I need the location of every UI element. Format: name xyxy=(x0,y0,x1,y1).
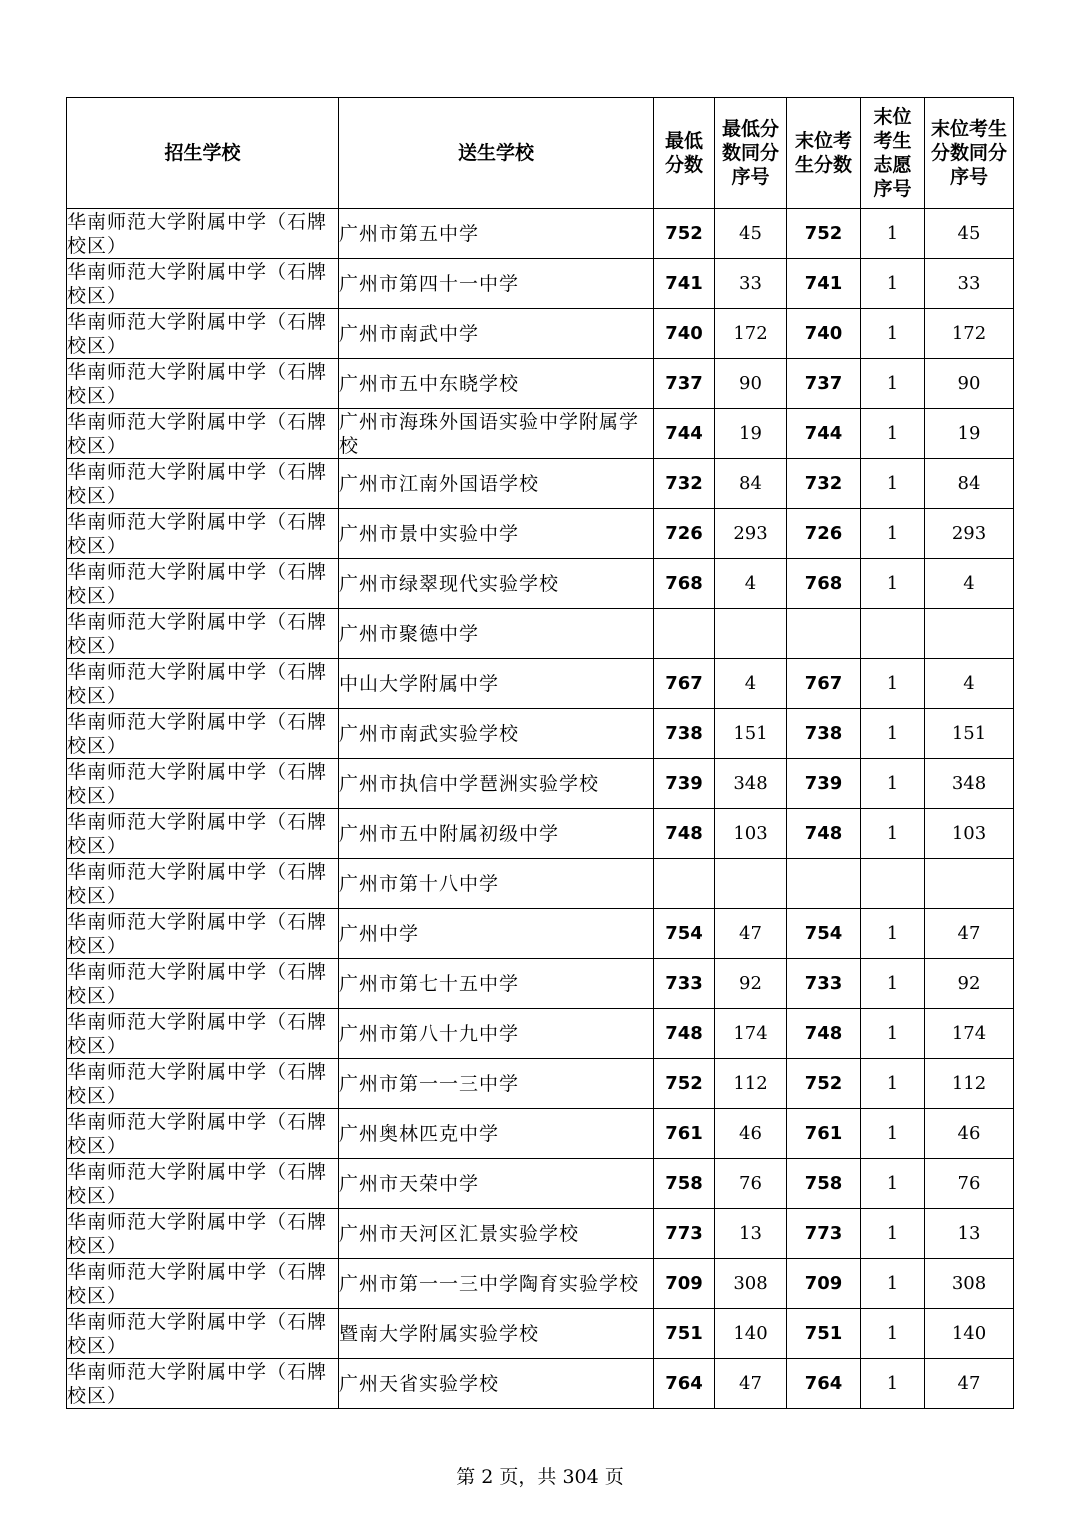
send-school-cell: 广州市海珠外国语实验中学附属学校 xyxy=(339,409,654,459)
min-score-cell: 767 xyxy=(654,659,715,709)
header-last-rank xyxy=(925,98,1014,209)
last-rank-cell: 293 xyxy=(925,509,1014,559)
table-row xyxy=(67,259,1014,309)
last-wish-cell: 1 xyxy=(861,1109,925,1159)
last-rank-cell xyxy=(925,609,1014,659)
last-rank-cell: 308 xyxy=(925,1259,1014,1309)
last-score-cell: 709 xyxy=(787,1259,861,1309)
min-rank-cell: 92 xyxy=(715,959,787,1009)
last-rank-cell: 348 xyxy=(925,759,1014,809)
recv-school-cell: 华南师范大学附属中学（石牌校区） xyxy=(67,709,339,759)
header-last-score-line: 末位考 xyxy=(794,130,852,152)
min-rank-cell: 47 xyxy=(715,909,787,959)
recv-school-cell: 华南师范大学附属中学（石牌校区） xyxy=(67,1209,339,1259)
min-score-cell: 739 xyxy=(654,759,715,809)
last-score-cell: 738 xyxy=(787,709,861,759)
min-rank-cell: 308 xyxy=(715,1259,787,1309)
send-school-cell: 广州奥林匹克中学 xyxy=(339,1109,654,1159)
send-school-cell: 广州市绿翠现代实验学校 xyxy=(339,559,654,609)
last-score-cell: 748 xyxy=(787,1009,861,1059)
min-score-cell: 733 xyxy=(654,959,715,1009)
recv-school-cell: 华南师范大学附属中学（石牌校区） xyxy=(67,759,339,809)
last-rank-cell: 90 xyxy=(925,359,1014,409)
last-wish-cell: 1 xyxy=(861,1259,925,1309)
table-row xyxy=(67,1259,1014,1309)
last-score-cell xyxy=(787,609,861,659)
header-row xyxy=(67,98,1014,209)
send-school-cell: 广州市五中东晓学校 xyxy=(339,359,654,409)
last-wish-cell: 1 xyxy=(861,309,925,359)
min-rank-cell: 4 xyxy=(715,559,787,609)
last-score-cell: 748 xyxy=(787,809,861,859)
table-row xyxy=(67,959,1014,1009)
table-row xyxy=(67,309,1014,359)
recv-school-cell: 华南师范大学附属中学（石牌校区） xyxy=(67,1309,339,1359)
min-score-cell: 773 xyxy=(654,1209,715,1259)
table-row xyxy=(67,1109,1014,1159)
min-rank-cell: 47 xyxy=(715,1359,787,1409)
last-wish-cell: 1 xyxy=(861,1209,925,1259)
last-rank-cell: 112 xyxy=(925,1059,1014,1109)
last-wish-cell: 1 xyxy=(861,1359,925,1409)
recv-school-cell: 华南师范大学附属中学（石牌校区） xyxy=(67,1159,339,1209)
last-wish-cell: 1 xyxy=(861,659,925,709)
recv-school-cell: 华南师范大学附属中学（石牌校区） xyxy=(67,1359,339,1409)
last-rank-cell xyxy=(925,859,1014,909)
last-rank-cell: 103 xyxy=(925,809,1014,859)
min-score-cell: 709 xyxy=(654,1259,715,1309)
admission-table xyxy=(66,97,1014,1409)
send-school-cell: 广州市第八十九中学 xyxy=(339,1009,654,1059)
last-wish-cell: 1 xyxy=(861,709,925,759)
send-school-cell: 广州市第十八中学 xyxy=(339,859,654,909)
table-row xyxy=(67,859,1014,909)
last-wish-cell: 1 xyxy=(861,909,925,959)
header-recv-text: 招生学校 xyxy=(164,142,241,164)
table-row xyxy=(67,1009,1014,1059)
send-school-cell: 暨南大学附属实验学校 xyxy=(339,1309,654,1359)
header-min-rank-line: 数同分 xyxy=(721,142,779,164)
send-school-cell: 广州中学 xyxy=(339,909,654,959)
table-row xyxy=(67,709,1014,759)
min-rank-cell: 140 xyxy=(715,1309,787,1359)
recv-school-cell: 华南师范大学附属中学（石牌校区） xyxy=(67,809,339,859)
table-row xyxy=(67,809,1014,859)
recv-school-cell: 华南师范大学附属中学（石牌校区） xyxy=(67,859,339,909)
last-wish-cell: 1 xyxy=(861,1059,925,1109)
send-school-cell: 广州市执信中学琶洲实验学校 xyxy=(339,759,654,809)
last-score-cell: 744 xyxy=(787,409,861,459)
last-rank-cell: 172 xyxy=(925,309,1014,359)
last-score-cell: 732 xyxy=(787,459,861,509)
recv-school-cell: 华南师范大学附属中学（石牌校区） xyxy=(67,209,339,259)
min-score-cell: 726 xyxy=(654,509,715,559)
last-score-cell: 740 xyxy=(787,309,861,359)
send-school-cell: 广州市第四十一中学 xyxy=(339,259,654,309)
table-row xyxy=(67,759,1014,809)
last-score-cell: 733 xyxy=(787,959,861,1009)
table-body xyxy=(67,209,1014,1409)
table-row xyxy=(67,1309,1014,1359)
min-score-cell: 748 xyxy=(654,809,715,859)
recv-school-cell: 华南师范大学附属中学（石牌校区） xyxy=(67,1259,339,1309)
last-rank-cell: 13 xyxy=(925,1209,1014,1259)
min-rank-cell: 151 xyxy=(715,709,787,759)
page-number: 第 2 页，共 304 页 xyxy=(456,1466,624,1488)
recv-school-cell: 华南师范大学附属中学（石牌校区） xyxy=(67,309,339,359)
table-row xyxy=(67,209,1014,259)
last-wish-cell: 1 xyxy=(861,959,925,1009)
min-rank-cell: 45 xyxy=(715,209,787,259)
recv-school-cell: 华南师范大学附属中学（石牌校区） xyxy=(67,409,339,459)
header-min-rank xyxy=(715,98,787,209)
recv-school-cell: 华南师范大学附属中学（石牌校区） xyxy=(67,459,339,509)
min-score-cell: 752 xyxy=(654,1059,715,1109)
min-rank-cell: 103 xyxy=(715,809,787,859)
send-school-cell: 广州市天荣中学 xyxy=(339,1159,654,1209)
table-row xyxy=(67,459,1014,509)
last-wish-cell: 1 xyxy=(861,1159,925,1209)
send-school-cell: 中山大学附属中学 xyxy=(339,659,654,709)
send-school-cell: 广州市第七十五中学 xyxy=(339,959,654,1009)
recv-school-cell: 华南师范大学附属中学（石牌校区） xyxy=(67,909,339,959)
last-wish-cell: 1 xyxy=(861,1009,925,1059)
header-last-rank-line: 序号 xyxy=(949,166,988,188)
table-row xyxy=(67,1209,1014,1259)
header-last-wish xyxy=(861,98,925,209)
recv-school-cell: 华南师范大学附属中学（石牌校区） xyxy=(67,1059,339,1109)
last-rank-cell: 46 xyxy=(925,1109,1014,1159)
last-score-cell: 726 xyxy=(787,509,861,559)
last-rank-cell: 140 xyxy=(925,1309,1014,1359)
header-last-rank-line: 末位考生 xyxy=(930,118,1007,140)
min-rank-cell: 172 xyxy=(715,309,787,359)
min-rank-cell: 19 xyxy=(715,409,787,459)
recv-school-cell: 华南师范大学附属中学（石牌校区） xyxy=(67,1009,339,1059)
last-wish-cell: 1 xyxy=(861,509,925,559)
last-score-cell: 754 xyxy=(787,909,861,959)
last-rank-cell: 19 xyxy=(925,409,1014,459)
last-wish-cell: 1 xyxy=(861,259,925,309)
send-school-cell: 广州市南武实验学校 xyxy=(339,709,654,759)
recv-school-cell: 华南师范大学附属中学（石牌校区） xyxy=(67,259,339,309)
last-rank-cell: 174 xyxy=(925,1009,1014,1059)
header-last-wish-line: 末位 xyxy=(873,106,912,128)
min-score-cell xyxy=(654,859,715,909)
last-rank-cell: 4 xyxy=(925,559,1014,609)
send-school-cell: 广州市聚德中学 xyxy=(339,609,654,659)
last-score-cell: 761 xyxy=(787,1109,861,1159)
last-rank-cell: 151 xyxy=(925,709,1014,759)
min-score-cell: 761 xyxy=(654,1109,715,1159)
last-score-cell: 768 xyxy=(787,559,861,609)
recv-school-cell: 华南师范大学附属中学（石牌校区） xyxy=(67,659,339,709)
min-score-cell xyxy=(654,609,715,659)
header-last-score-line: 生分数 xyxy=(794,154,852,176)
last-score-cell: 773 xyxy=(787,1209,861,1259)
header-min-rank-line: 序号 xyxy=(731,166,770,188)
last-wish-cell: 1 xyxy=(861,409,925,459)
send-school-cell: 广州天省实验学校 xyxy=(339,1359,654,1409)
min-score-cell: 764 xyxy=(654,1359,715,1409)
last-wish-cell xyxy=(861,609,925,659)
last-score-cell: 739 xyxy=(787,759,861,809)
min-rank-cell: 76 xyxy=(715,1159,787,1209)
recv-school-cell: 华南师范大学附属中学（石牌校区） xyxy=(67,559,339,609)
min-rank-cell: 348 xyxy=(715,759,787,809)
min-score-cell: 738 xyxy=(654,709,715,759)
recv-school-cell: 华南师范大学附属中学（石牌校区） xyxy=(67,959,339,1009)
last-wish-cell: 1 xyxy=(861,359,925,409)
table-row xyxy=(67,659,1014,709)
min-score-cell: 741 xyxy=(654,259,715,309)
last-score-cell: 751 xyxy=(787,1309,861,1359)
recv-school-cell: 华南师范大学附属中学（石牌校区） xyxy=(67,359,339,409)
send-school-cell: 广州市第一一三中学陶育实验学校 xyxy=(339,1259,654,1309)
min-rank-cell: 46 xyxy=(715,1109,787,1159)
min-score-cell: 752 xyxy=(654,209,715,259)
last-wish-cell: 1 xyxy=(861,559,925,609)
send-school-cell: 广州市五中附属初级中学 xyxy=(339,809,654,859)
last-score-cell: 767 xyxy=(787,659,861,709)
send-school-cell: 广州市天河区汇景实验学校 xyxy=(339,1209,654,1259)
table-row xyxy=(67,359,1014,409)
min-score-cell: 751 xyxy=(654,1309,715,1359)
last-score-cell: 752 xyxy=(787,209,861,259)
last-rank-cell: 45 xyxy=(925,209,1014,259)
header-last-score xyxy=(787,98,861,209)
send-school-cell: 广州市南武中学 xyxy=(339,309,654,359)
last-rank-cell: 4 xyxy=(925,659,1014,709)
table-row xyxy=(67,509,1014,559)
last-rank-cell: 33 xyxy=(925,259,1014,309)
last-score-cell: 741 xyxy=(787,259,861,309)
send-school-cell: 广州市江南外国语学校 xyxy=(339,459,654,509)
last-rank-cell: 47 xyxy=(925,909,1014,959)
last-wish-cell xyxy=(861,859,925,909)
header-min-rank-line: 最低分 xyxy=(721,118,779,140)
send-school-cell: 广州市景中实验中学 xyxy=(339,509,654,559)
min-score-cell: 758 xyxy=(654,1159,715,1209)
last-score-cell: 737 xyxy=(787,359,861,409)
last-wish-cell: 1 xyxy=(861,809,925,859)
min-rank-cell: 112 xyxy=(715,1059,787,1109)
header-last-wish-line: 考生 xyxy=(873,130,912,152)
last-score-cell: 758 xyxy=(787,1159,861,1209)
last-score-cell: 764 xyxy=(787,1359,861,1409)
header-send xyxy=(339,98,654,209)
min-score-cell: 748 xyxy=(654,1009,715,1059)
last-wish-cell: 1 xyxy=(861,459,925,509)
last-wish-cell: 1 xyxy=(861,1309,925,1359)
recv-school-cell: 华南师范大学附属中学（石牌校区） xyxy=(67,1109,339,1159)
last-rank-cell: 92 xyxy=(925,959,1014,1009)
table-row xyxy=(67,1059,1014,1109)
table-row xyxy=(67,609,1014,659)
header-last-rank-line: 分数同分 xyxy=(930,142,1007,164)
min-score-cell: 744 xyxy=(654,409,715,459)
min-rank-cell xyxy=(715,609,787,659)
min-score-cell: 732 xyxy=(654,459,715,509)
last-rank-cell: 76 xyxy=(925,1159,1014,1209)
header-min-score xyxy=(654,98,715,209)
min-score-cell: 737 xyxy=(654,359,715,409)
header-min-score-line: 最低 xyxy=(664,130,703,152)
min-rank-cell: 174 xyxy=(715,1009,787,1059)
min-rank-cell: 90 xyxy=(715,359,787,409)
table-row xyxy=(67,409,1014,459)
min-score-cell: 768 xyxy=(654,559,715,609)
header-send-text: 送生学校 xyxy=(457,142,534,164)
min-rank-cell xyxy=(715,859,787,909)
last-score-cell: 752 xyxy=(787,1059,861,1109)
table-row xyxy=(67,909,1014,959)
last-rank-cell: 84 xyxy=(925,459,1014,509)
header-last-wish-line: 志愿 xyxy=(873,154,912,176)
min-rank-cell: 13 xyxy=(715,1209,787,1259)
send-school-cell: 广州市第一一三中学 xyxy=(339,1059,654,1109)
min-rank-cell: 84 xyxy=(715,459,787,509)
min-score-cell: 754 xyxy=(654,909,715,959)
min-rank-cell: 293 xyxy=(715,509,787,559)
last-rank-cell: 47 xyxy=(925,1359,1014,1409)
send-school-cell: 广州市第五中学 xyxy=(339,209,654,259)
min-rank-cell: 4 xyxy=(715,659,787,709)
last-score-cell xyxy=(787,859,861,909)
last-wish-cell: 1 xyxy=(861,759,925,809)
min-score-cell: 740 xyxy=(654,309,715,359)
header-last-wish-line: 序号 xyxy=(873,178,912,200)
table-row xyxy=(67,1159,1014,1209)
header-min-score-line: 分数 xyxy=(664,154,703,176)
table-row xyxy=(67,1359,1014,1409)
last-wish-cell: 1 xyxy=(861,209,925,259)
recv-school-cell: 华南师范大学附属中学（石牌校区） xyxy=(67,509,339,559)
table-row xyxy=(67,559,1014,609)
min-rank-cell: 33 xyxy=(715,259,787,309)
header-recv xyxy=(67,98,339,209)
recv-school-cell: 华南师范大学附属中学（石牌校区） xyxy=(67,609,339,659)
